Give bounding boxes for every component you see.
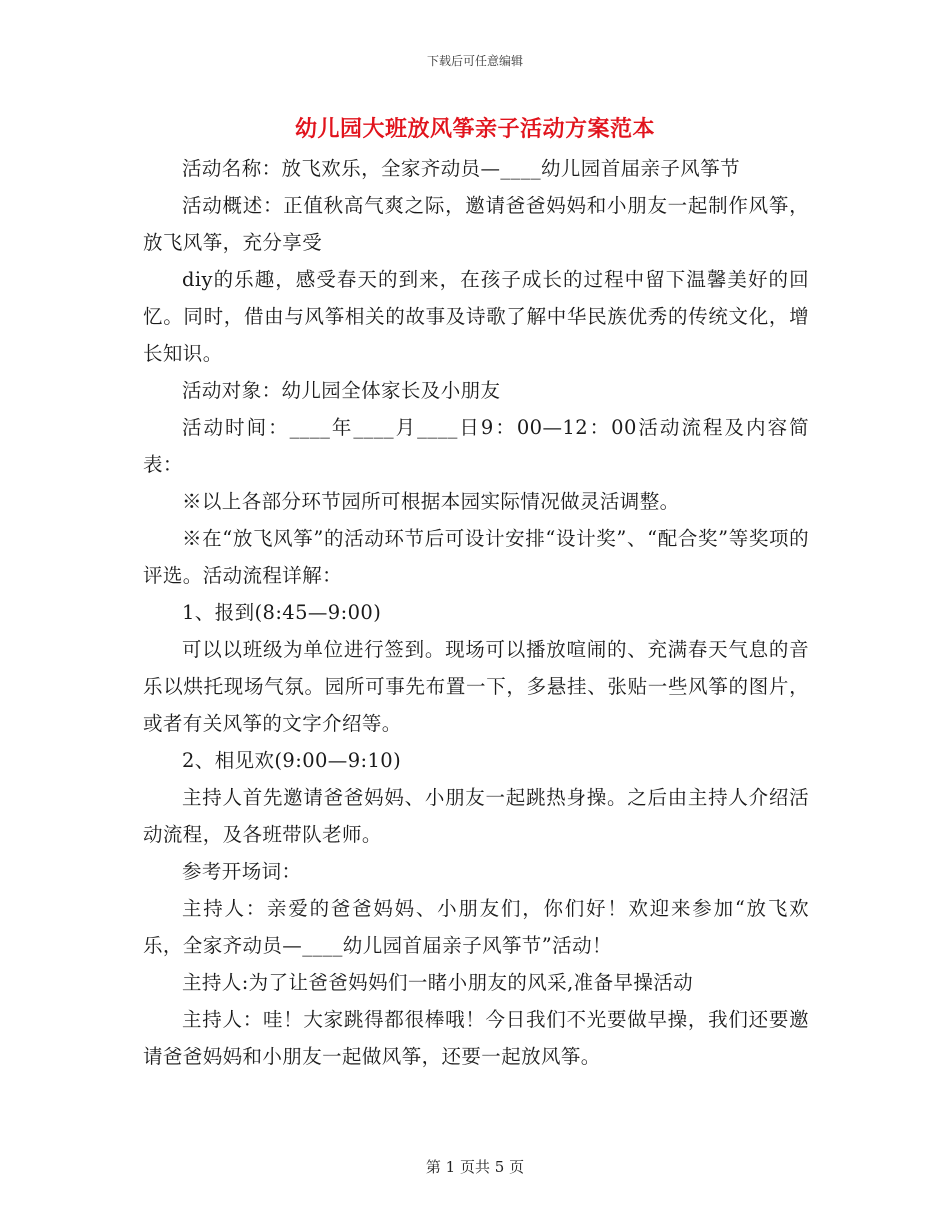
paragraph-opening-remarks-label: 参考开场词： xyxy=(182,860,302,883)
section-heading-checkin: 1、报到(8:45—9:00) xyxy=(182,601,382,624)
page-header-note: 下载后可任意编辑 xyxy=(426,54,523,68)
paragraph-activity-target: 活动对象：幼儿园全体家长及小朋友 xyxy=(182,379,501,402)
paragraph-host-morning-exercise: 主持人:为了让爸爸妈妈们一睹小朋友的风采,准备早操活动 xyxy=(182,971,694,994)
paragraph-checkin: 可以以班级为单位进行签到。现场可以播放喧闹的、充满春天气息的音乐以烘托现场气氛。园所可事先布置一下，多悬挂、张贴一些风筝的图片，或者有关风筝的文字介绍等。 xyxy=(143,638,809,735)
paragraph-activity-time: 活动时间：____年____月____日9：00—12：00活动流程及内容简表： xyxy=(143,416,809,476)
document-title: 幼儿园大班放风筝亲子活动方案范本 xyxy=(294,116,655,142)
paragraph-note-adjust: ※以上各部分环节园所可根据本园实际情况做灵活调整。 xyxy=(182,490,680,513)
paragraph-overview-continued: diy的乐趣，感受春天的到来，在孩子成长的过程中留下温馨美好的回忆。同时，借由与风筝相关的故事及诗歌了解中华民族优秀的传统文化，增长知识。 xyxy=(143,268,809,365)
paragraph-greeting: 主持人首先邀请爸爸妈妈、小朋友一起跳热身操。之后由主持人介绍活动流程，及各班带队老师。 xyxy=(143,786,809,846)
paragraph-activity-overview: 活动概述：正值秋高气爽之际，邀请爸爸妈妈和小朋友一起制作风筝，放飞风筝，充分享受 xyxy=(143,194,809,254)
document-body xyxy=(143,150,809,1075)
paragraph-host-welcome: 主持人：亲爱的爸爸妈妈、小朋友们，你们好！欢迎来参加“放飞欢乐，全家齐动员—____幼儿园首届亲子风筝节”活动！ xyxy=(143,897,809,957)
paragraph-note-awards: ※在“放飞风筝”的活动环节后可设计安排“设计奖”、“配合奖”等奖项的评选。活动流程详解： xyxy=(143,527,809,587)
paragraph-activity-name: 活动名称：放飞欢乐，全家齐动员—____幼儿园首届亲子风筝节 xyxy=(182,157,741,180)
page-number: 第 1 页共 5 页 xyxy=(425,1158,525,1176)
section-heading-greeting: 2、相见欢(9:00—9:10) xyxy=(182,749,402,772)
paragraph-host-kite-making: 主持人：哇！大家跳得都很棒哦！今日我们不光要做早操，我们还要邀请爸爸妈妈和小朋友一起做风筝，还要一起放风筝。 xyxy=(143,1008,809,1068)
